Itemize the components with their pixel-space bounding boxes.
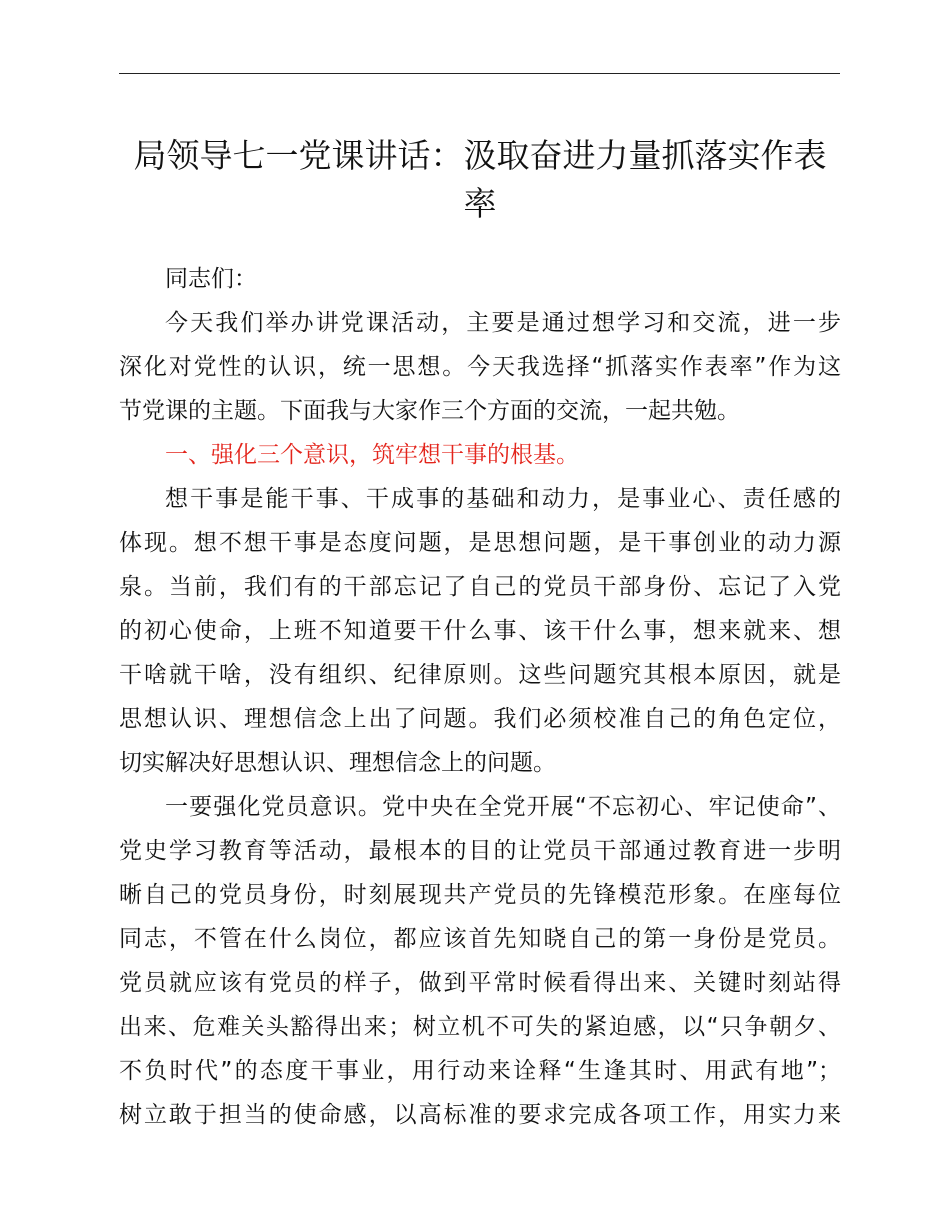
title-line-2: 率 bbox=[463, 184, 497, 223]
paragraph-line: 的初心使命，上班不知道要干什么事、该干什么事，想来就来、想 bbox=[119, 618, 841, 644]
header-rule bbox=[119, 73, 840, 74]
paragraph-line: 泉。当前，我们有的干部忘记了自己的党员干部身份、忘记了入党 bbox=[119, 574, 841, 600]
title-line-1: 局领导七一党课讲话：汲取奋进力量抓落实作表 bbox=[133, 136, 827, 175]
paragraph-line: 今天我们举办讲党课活动，主要是通过想学习和交流，进一步 bbox=[165, 310, 841, 336]
document-body bbox=[119, 257, 841, 1137]
paragraph-line: 干啥就干啥，没有组织、纪律原则。这些问题究其根本原因，就是 bbox=[119, 662, 841, 688]
paragraph-line: 树立敢于担当的使命感，以高标准的要求完成各项工作，用实力来 bbox=[119, 1102, 841, 1128]
paragraph-line: 党员就应该有党员的样子，做到平常时候看得出来、关键时刻站得 bbox=[119, 970, 841, 996]
paragraph-line: 党史学习教育等活动，最根本的目的让党员干部通过教育进一步明 bbox=[119, 838, 841, 864]
paragraph-line: 深化对党性的认识，统一思想。今天我选择“抓落实作表率”作为这 bbox=[119, 354, 841, 380]
paragraph-line: 体现。想不想干事是态度问题，是思想问题，是干事创业的动力源 bbox=[119, 530, 841, 556]
paragraph-line: 节党课的主题。下面我与大家作三个方面的交流，一起共勉。 bbox=[119, 398, 740, 424]
paragraph-line: 切实解决好思想认识、理想信念上的问题。 bbox=[119, 750, 556, 776]
paragraph-line: 同志，不管在什么岗位，都应该首先知晓自己的第一身份是党员。 bbox=[119, 926, 841, 952]
paragraph-line: 出来、危难关头豁得出来；树立机不可失的紧迫感，以“只争朝夕、 bbox=[119, 1014, 841, 1040]
paragraph-line: 想干事是能干事、干成事的基础和动力，是事业心、责任感的 bbox=[165, 486, 841, 512]
paragraph-line: 思想认识、理想信念上出了问题。我们必须校准自己的角色定位， bbox=[119, 706, 841, 732]
document-title bbox=[112, 132, 848, 228]
paragraph-line: 不负时代”的态度干事业，用行动来诠释“生逢其时、用武有地”； bbox=[119, 1058, 841, 1084]
paragraph-line: 一要强化党员意识。党中央在全党开展“不忘初心、牢记使命”、 bbox=[165, 794, 841, 820]
section-heading: 一、强化三个意识，筑牢想干事的根基。 bbox=[165, 442, 579, 468]
salutation: 同志们： bbox=[165, 266, 257, 292]
paragraph-line: 晰自己的党员身份，时刻展现共产党员的先锋模范形象。在座每位 bbox=[119, 882, 841, 908]
